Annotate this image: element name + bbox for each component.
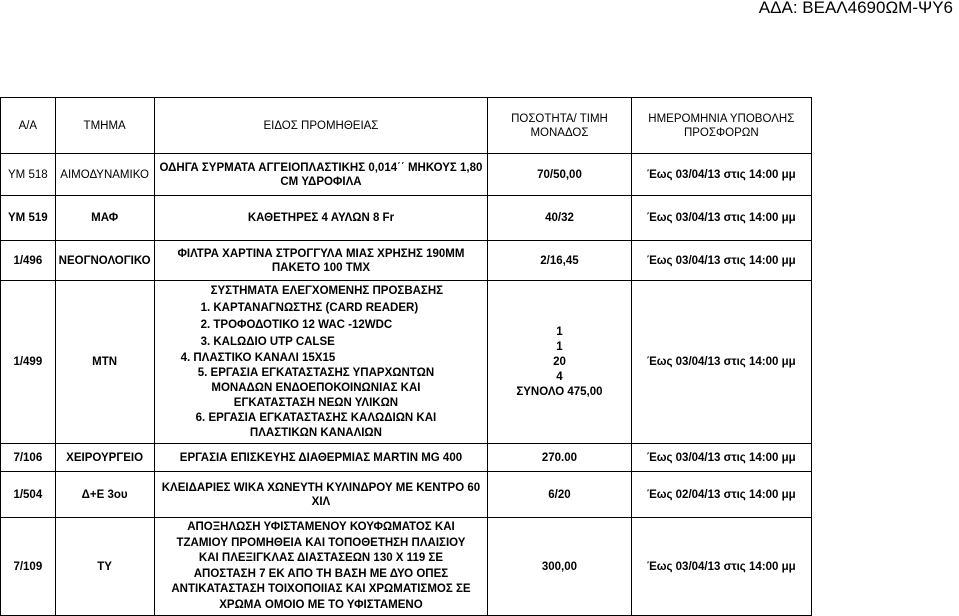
table-row: [1, 472, 812, 518]
document-code: ΑΔΑ: ΒΕΑΛ4690ΩΜ-ΨΥ6: [758, 0, 953, 17]
row-aa: 1/504: [1, 472, 56, 518]
row-item: ΚΑΘΕΤΗΡΕΣ 4 ΑΥΛΩΝ 8 Fr: [154, 196, 488, 241]
qty-line: ΣΥΝΟΛΟ 475,00: [516, 385, 603, 398]
table-row: [1, 154, 812, 196]
item-title: ΣΥΣΤΗΜΑΤΑ ΕΛΕΓΧΟΜΕΝΗΣ ΠΡΟΣΒΑΣΗΣ: [210, 285, 444, 297]
row-deadline: Έως 03/04/13 στις 14:00 μμ: [631, 518, 811, 616]
item-line: 1. ΚΑΡΤΑΝΑΓΝΩΣΤΗΣ (CARD READER): [200, 302, 419, 314]
col-header-dept: ΤΜΗΜΑ: [55, 98, 154, 154]
row-qty: 2/16,45: [488, 241, 631, 281]
row-aa: ΥΜ 518: [1, 154, 56, 196]
table-row: [1, 518, 812, 616]
item-line: 5. ΕΡΓΑΣΙΑ ΕΓΚΑΤΑΣΤΑΣΗΣ ΥΠΑΡΧΩΝΤΩΝ ΜΟΝΑΔΩΝ ΕΝΔΟΕΠΟΚΟΙΝΩΝΙΑΣ ΚΑΙ ΕΓΚΑΤΑΣΤΑΣΗ ΝΕΩΝ ΥΛΙΚΩΝ: [197, 367, 435, 409]
row-aa: 7/109: [1, 518, 56, 616]
row-dept: ΤΥ: [55, 518, 154, 616]
col-header-qty: ΠΟΣΟΤΗΤΑ/ ΤΙΜΗ ΜΟΝΑΔΟΣ: [488, 98, 631, 154]
row-qty: 6/20: [488, 472, 631, 518]
col-header-aa: Α/Α: [1, 98, 56, 154]
row-qty: 270.00: [488, 444, 631, 472]
row-deadline: Έως 02/04/13 στις 14:00 μμ: [631, 472, 811, 518]
row-qty: 70/50,00: [488, 154, 631, 196]
row-aa: 1/496: [1, 241, 56, 281]
row-dept: Δ+Ε 3ου: [55, 472, 154, 518]
row-deadline: Έως 03/04/13 στις 14:00 μμ: [631, 196, 811, 241]
item-line: 2. ΤΡΟΦΟΔΟΤΙΚΟ 12 WAC -12WDC: [200, 319, 393, 331]
col-header-deadline: ΗΜΕΡΟΜΗΝΙΑ ΥΠΟΒΟΛΗΣ ΠΡΟΣΦΟΡΩΝ: [631, 98, 811, 154]
row-qty: 300,00: [488, 518, 631, 616]
row-aa: 7/106: [1, 444, 56, 472]
col-header-item: ΕΙΔΟΣ ΠΡΟΜΗΘΕΙΑΣ: [154, 98, 488, 154]
row-deadline: Έως 03/04/13 στις 14:00 μμ: [631, 444, 811, 472]
row-aa: 1/499: [1, 281, 56, 444]
table-row: [1, 281, 812, 444]
table-header-row: [1, 98, 812, 154]
row-dept: ΧΕΙΡΟΥΡΓΕΙΟ: [55, 444, 154, 472]
row-item: ΦΙΛΤΡΑ ΧΑΡΤΙΝΑ ΣΤΡΟΓΓΥΛΑ ΜΙΑΣ ΧΡΗΣΗΣ 190ΜΜ ΠΑΚΕΤΟ 100 ΤΜΧ: [154, 241, 488, 281]
table-row: [1, 196, 812, 241]
row-qty: 40/32: [488, 196, 631, 241]
row-dept: ΑΙΜΟΔΥΝΑΜΙΚΟ: [55, 154, 154, 196]
row-dept: ΝΕΟΓΝΟΛΟΓΙΚΟ: [55, 241, 154, 281]
qty-line: 1: [556, 340, 563, 353]
qty-line: 4: [556, 370, 563, 383]
item-line: 6. ΕΡΓΑΣΙΑ ΕΓΚΑΤΑΣΤΑΣΗΣ ΚΑΛΩΔΙΩΝ ΚΑΙ ΠΛΑΣΤΙΚΩΝ ΚΑΝΑΛΙΩΝ: [195, 412, 437, 439]
row-dept: ΜΤΝ: [55, 281, 154, 444]
item-line: 3. KALΩΔΙΟ UTP CALSE: [200, 336, 335, 348]
row-item: ΑΠΟΞΗΛΩΣΗ ΥΦΙΣΤΑΜΕΝΟΥ ΚΟΥΦΩΜΑΤΟΣ ΚΑΙ ΤΖΑΜΙΟΥ ΠΡΟΜΗΘΕΙΑ ΚΑΙ ΤΟΠΟΘΕΤΗΣΗ ΠΛΑΙΣΙΟΥ ΚΑΙ ΠΛΕΞΙΓΚΛΑΣ ΔΙΑΣΤΑΣΕΩΝ 130 Χ 119 ΣΕ ΑΠΟΣΤΑΣΗ 7 ΕΚ ΑΠΟ ΤΗ ΒΑΣΗ ΜΕ ΔΥΟ ΟΠΕΣ ΑΝΤΙΚΑΤΑΣΤΑΣΗ ΤΟΙΧΟΠΟΙΙΑΣ ΚΑΙ ΧΡΩΜΑΤΙΣΜΟΣ ΣΕ ΧΡΩΜΑ ΟΜΟΙΟ ΜΕ ΤΟ ΥΦΙΣΤΑΜΕΝΟ: [154, 518, 488, 616]
row-aa: ΥΜ 519: [1, 196, 56, 241]
row-item: [154, 281, 488, 444]
table-row: [1, 241, 812, 281]
procurement-table: [0, 97, 812, 616]
row-deadline: Έως 03/04/13 στις 14:00 μμ: [631, 281, 811, 444]
row-item: ΚΛΕΙΔΑΡΙΕΣ WIKA ΧΩΝΕΥΤΗ ΚΥΛΙΝΔΡΟΥ ΜΕ ΚΕΝΤΡΟ 60 ΧΙΛ: [154, 472, 488, 518]
qty-line: 20: [553, 355, 566, 368]
item-line: 4. ΠΛΑΣΤΙΚΟ ΚΑΝΑΛΙ 15Χ15: [180, 352, 336, 364]
row-dept: ΜΑΦ: [55, 196, 154, 241]
row-item: ΟΔΗΓΑ ΣΥΡΜΑΤΑ ΑΓΓΕΙΟΠΛΑΣΤΙΚΗΣ 0,014΄΄ ΜΗΚΟΥΣ 1,80 CM ΥΔΡΟΦΙΛΑ: [154, 154, 488, 196]
row-qty: [488, 281, 631, 444]
qty-line: 1: [556, 325, 563, 338]
row-item: ΕΡΓΑΣΙΑ ΕΠΙΣΚΕΥΗΣ ΔΙΑΘΕΡΜΙΑΣ MARTIN MG 400: [154, 444, 488, 472]
table-row: [1, 444, 812, 472]
row-deadline: Έως 03/04/13 στις 14:00 μμ: [631, 241, 811, 281]
row-deadline: Έως 03/04/13 στις 14:00 μμ: [631, 154, 811, 196]
